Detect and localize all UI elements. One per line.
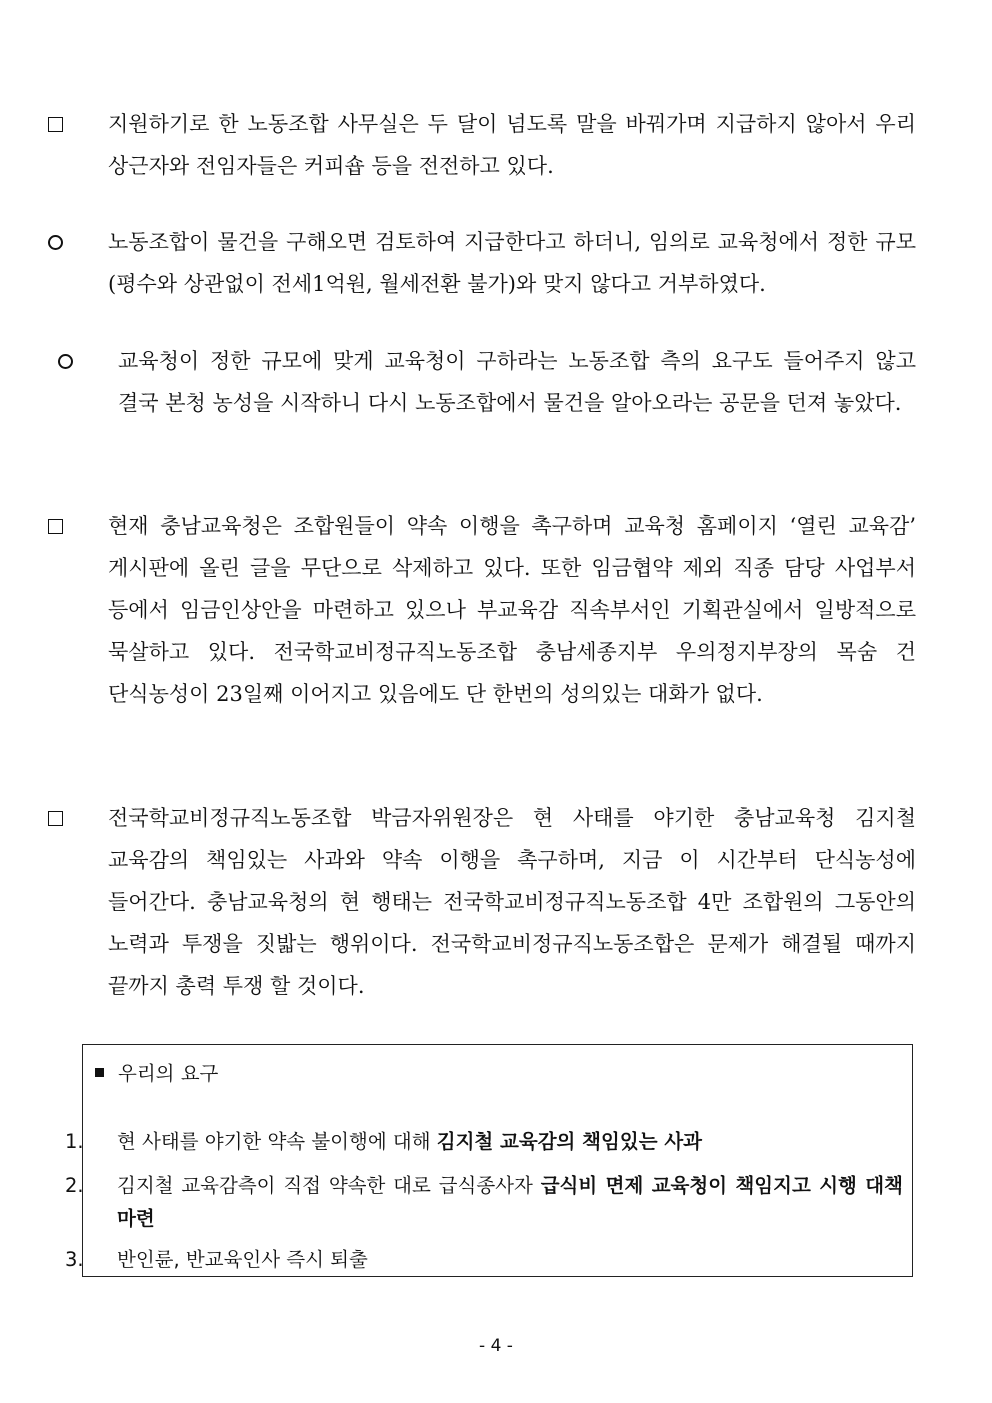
paragraph-hunger-strike xyxy=(78,797,916,1007)
paragraph-text: 교육청이 정한 규모에 맞게 교육청이 구하라는 노동조합 측의 요구도 들어주지 않고 결국 본청 농성을 시작하니 다시 노동조합에서 물건을 알아오라는 공문을 던져 놓았다. xyxy=(118,349,916,415)
paragraph-text: 지원하기로 한 노동조합 사무실은 두 달이 넘도록 말을 바꿔가며 지급하지 않아서 우리 상근자와 전임자들은 커피숍 등을 전전하고 있다. xyxy=(108,112,916,178)
square-bullet-icon xyxy=(48,811,63,826)
paragraph-office-support xyxy=(78,103,916,187)
page-number: - 4 - xyxy=(479,1336,513,1356)
paragraph-official-letter xyxy=(88,340,916,424)
square-bullet-icon xyxy=(48,117,63,132)
black-square-bullet-icon xyxy=(95,1068,104,1077)
paragraph-text: 노동조합이 물건을 구해오면 검토하여 지급한다고 하더니, 임의로 교육청에서 정한 규모(평수와 상관없이 전세1억원, 월세전환 불가)와 맞지 않다고 거부하였다. xyxy=(108,230,916,296)
paragraph-text: 전국학교비정규직노동조합 박금자위원장은 현 사태를 야기한 충남교육청 김지철 교육감의 책임있는 사과와 약속 이행을 촉구하며, 지금 이 시간부터 단식농성에 들어간다. 충남교육청의 현 행태는 전국학교비정규직노동조합 4만 조합원의 그동안의 노력과 투쟁을 짓밟는 행위이다. 전국학교비정규직노동조합은 문제가 해결될 때까지 끝까지 총력 투쟁 할 것이다. xyxy=(108,806,916,998)
demand-item-2: 2. 김지철 교육감측이 직접 약속한 대로 급식종사자 급식비 면제 교육청이 책임지고 시행 대책 마련 xyxy=(65,1174,903,1230)
circle-bullet-icon xyxy=(48,235,63,250)
paragraph-office-rejection xyxy=(78,221,916,305)
paragraph-text: 현재 충남교육청은 조합원들이 약속 이행을 촉구하며 교육청 홈페이지 ‘열린 교육감’ 게시판에 올린 글을 무단으로 삭제하고 있다. 또한 임금협약 제외 직종 담당 사업부서 등에서 임금인상안을 마련하고 있으나 부교육감 직속부서인 기획관실에서 일방적으로 묵살하고 있다. 전국학교비정규직노동조합 충남세종지부 우의정지부장의 목숨 건 단식농성이 23일째 이어지고 있음에도 단 한번의 성의있는 대화가 없다. xyxy=(108,514,916,706)
demands-title: 우리의 요구 xyxy=(95,1059,218,1089)
square-bullet-icon xyxy=(48,519,63,534)
circle-bullet-icon xyxy=(58,354,73,369)
demands-box xyxy=(65,1044,913,1277)
paragraph-current-status xyxy=(78,505,916,715)
demand-item-1: 1. 현 사태를 야기한 약속 불이행에 대해 김지철 교육감의 책임있는 사과 xyxy=(65,1130,702,1153)
demand-item-3: 3. 반인륜, 반교육인사 즉시 퇴출 xyxy=(65,1248,368,1271)
